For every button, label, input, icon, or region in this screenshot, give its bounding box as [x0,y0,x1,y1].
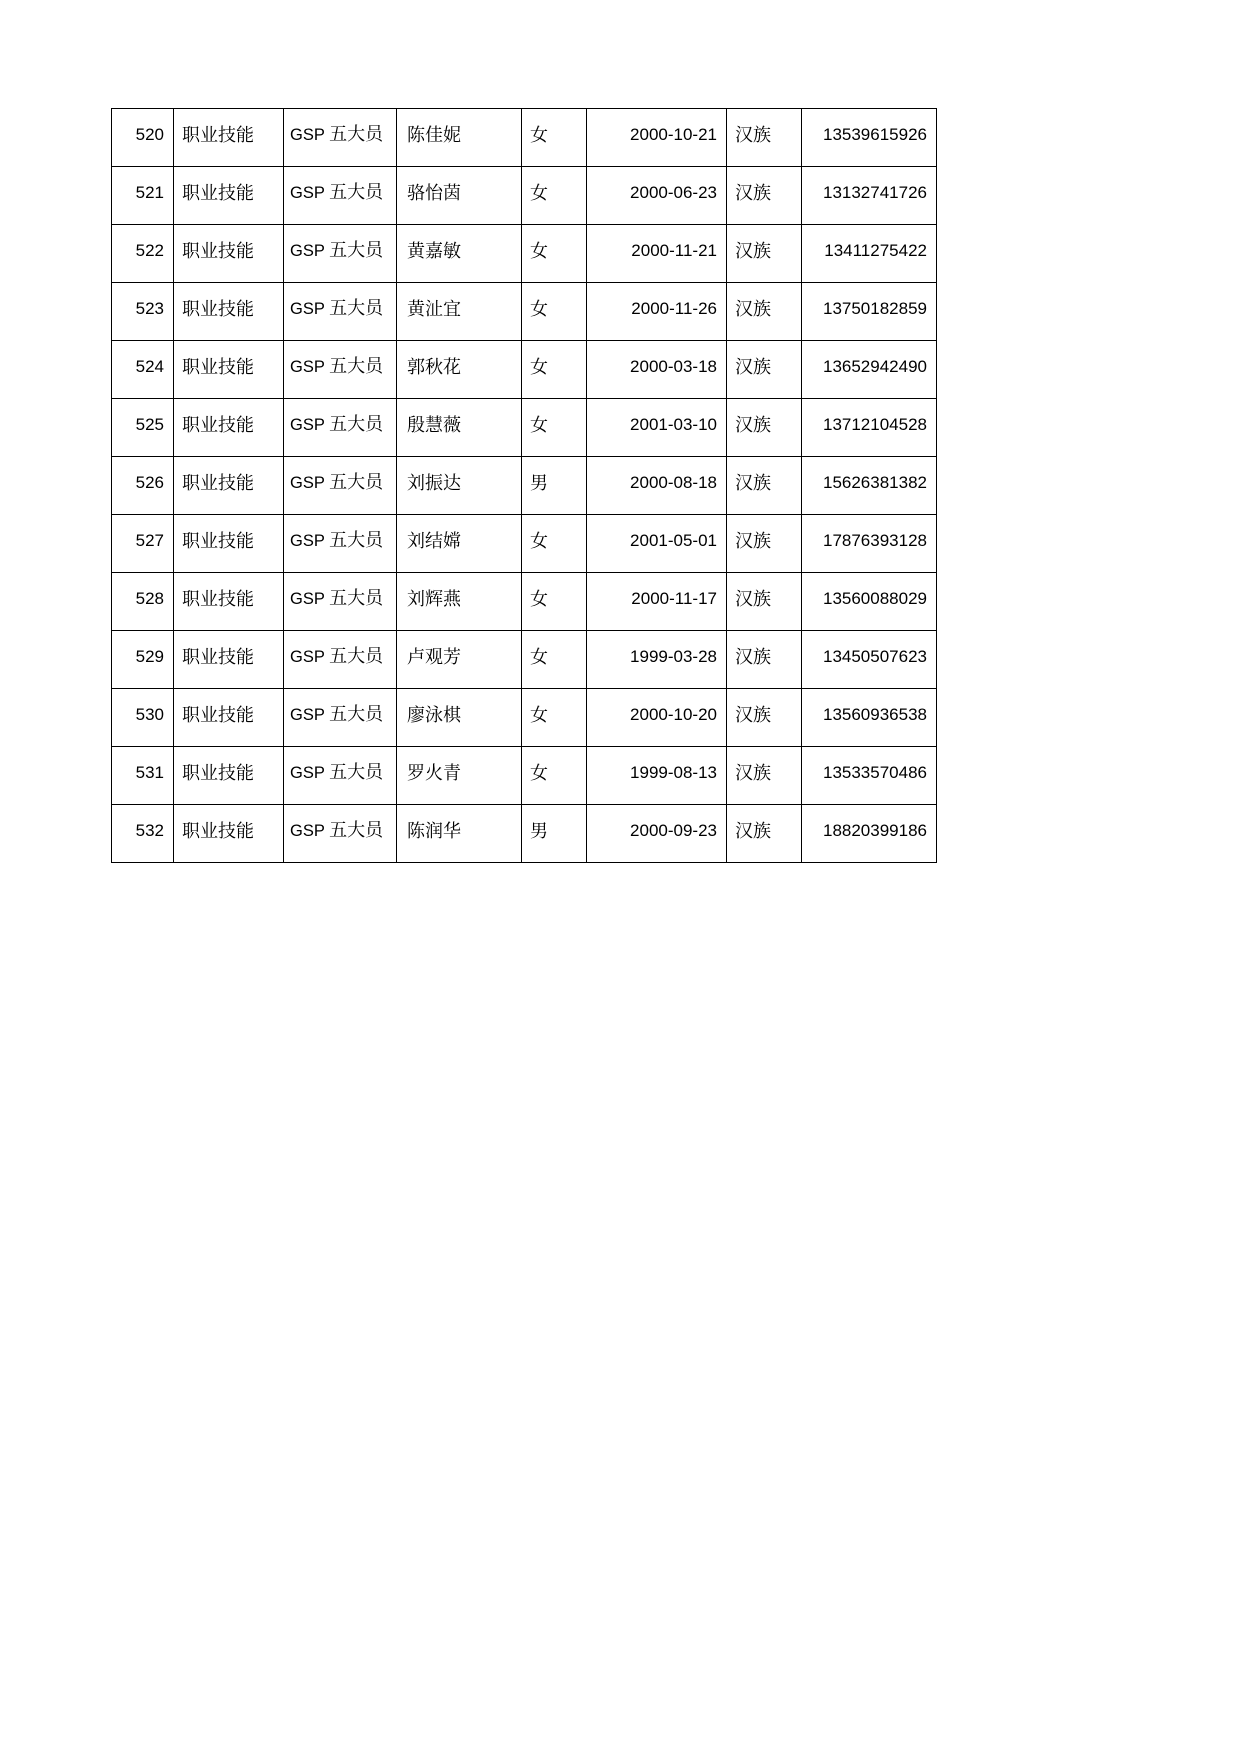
category-cell-text: 职业技能 [182,299,254,319]
row-number-cell-text: 526 [135,473,164,492]
sex-cell-text: 女 [530,183,548,203]
phone-cell [802,109,937,167]
category-cell [174,515,284,573]
table-row [112,109,937,167]
ethnicity-cell [727,399,802,457]
category-cell-text: 职业技能 [182,531,254,551]
program-code: GSP [290,416,325,434]
ethnicity-cell [727,515,802,573]
ethnicity-cell-text: 汉族 [735,125,771,145]
birthdate-cell-text: 2001-05-01 [630,531,717,550]
ethnicity-cell-text: 汉族 [735,647,771,667]
roster-table-container [111,108,936,863]
row-number-cell-text: 527 [135,531,164,550]
sex-cell [522,167,587,225]
category-cell [174,225,284,283]
phone-cell-text: 13539615926 [822,125,927,144]
row-number-cell [112,283,174,341]
name-cell-text: 刘结嫦 [407,531,461,551]
ethnicity-cell [727,341,802,399]
ethnicity-cell-text: 汉族 [735,705,771,725]
table-row [112,515,937,573]
program-text [284,700,396,746]
program-cell [284,341,397,399]
category-cell-text: 职业技能 [182,183,254,203]
row-number-cell [112,457,174,515]
program-code: GSP [290,590,325,608]
program-code: GSP [290,648,325,666]
sex-cell [522,341,587,399]
table-row [112,573,937,631]
program-name: 五大员 [329,646,384,666]
birthdate-cell [587,747,727,805]
sex-cell [522,457,587,515]
name-cell-text: 骆怡茵 [407,183,461,203]
birthdate-cell-text: 2001-03-10 [630,415,717,434]
row-number-cell-text: 524 [135,357,164,376]
table-row [112,399,937,457]
name-cell-text: 刘辉燕 [407,589,461,609]
sex-cell [522,399,587,457]
category-cell-text: 职业技能 [182,241,254,261]
sex-cell [522,689,587,747]
category-cell [174,399,284,457]
row-number-cell [112,341,174,399]
birthdate-cell [587,341,727,399]
program-text [284,468,396,514]
program-text [284,816,396,862]
phone-cell [802,805,937,863]
sex-cell-text: 女 [530,241,548,261]
birthdate-cell-text: 2000-10-21 [630,125,717,144]
ethnicity-cell [727,689,802,747]
phone-cell-text: 13652942490 [822,357,927,376]
category-cell [174,747,284,805]
phone-cell [802,747,937,805]
program-cell [284,457,397,515]
category-cell-text: 职业技能 [182,589,254,609]
program-name: 五大员 [329,588,384,608]
program-name: 五大员 [329,472,384,492]
program-name: 五大员 [329,124,384,144]
row-number-cell-text: 522 [135,241,164,260]
sex-cell [522,515,587,573]
row-number-cell-text: 529 [135,647,164,666]
program-name: 五大员 [329,820,384,840]
name-cell-text: 卢观芳 [407,647,461,667]
row-number-cell [112,805,174,863]
phone-cell-text: 13533570486 [822,763,927,782]
name-cell [397,747,522,805]
program-code: GSP [290,706,325,724]
name-cell [397,689,522,747]
table-row [112,747,937,805]
program-text [284,642,396,688]
program-code: GSP [290,184,325,202]
program-cell [284,225,397,283]
birthdate-cell-text: 2000-11-26 [631,299,717,318]
birthdate-cell-text: 2000-09-23 [630,821,717,840]
category-cell-text: 职业技能 [182,705,254,725]
name-cell [397,167,522,225]
ethnicity-cell [727,631,802,689]
name-cell-text: 刘振达 [407,473,461,493]
program-code: GSP [290,532,325,550]
category-cell [174,167,284,225]
phone-cell [802,573,937,631]
ethnicity-cell [727,805,802,863]
phone-cell-text: 13450507623 [822,647,927,666]
sex-cell-text: 女 [530,763,548,783]
phone-cell [802,631,937,689]
birthdate-cell [587,689,727,747]
row-number-cell-text: 531 [135,763,164,782]
name-cell-text: 黄嘉敏 [407,241,461,261]
program-cell [284,515,397,573]
ethnicity-cell [727,109,802,167]
ethnicity-cell-text: 汉族 [735,821,771,841]
sex-cell [522,283,587,341]
program-text [284,758,396,804]
category-cell [174,805,284,863]
category-cell-text: 职业技能 [182,821,254,841]
table-row [112,631,937,689]
category-cell-text: 职业技能 [182,763,254,783]
phone-cell [802,515,937,573]
row-number-cell-text: 520 [135,125,164,144]
category-cell [174,573,284,631]
birthdate-cell-text: 2000-11-17 [631,589,717,608]
phone-cell [802,225,937,283]
sex-cell-text: 男 [530,473,548,493]
category-cell [174,631,284,689]
phone-cell [802,283,937,341]
phone-cell-text: 13132741726 [822,183,927,202]
birthdate-cell [587,109,727,167]
name-cell [397,573,522,631]
program-text [284,294,396,340]
name-cell [397,283,522,341]
table-row [112,283,937,341]
table-row [112,225,937,283]
birthdate-cell [587,167,727,225]
sex-cell [522,631,587,689]
phone-cell [802,689,937,747]
name-cell [397,109,522,167]
category-cell [174,689,284,747]
program-code: GSP [290,300,325,318]
sex-cell-text: 女 [530,647,548,667]
table-row [112,689,937,747]
sex-cell [522,805,587,863]
program-name: 五大员 [329,762,384,782]
birthdate-cell [587,399,727,457]
program-code: GSP [290,822,325,840]
sex-cell-text: 女 [530,589,548,609]
row-number-cell-text: 532 [135,821,164,840]
program-text [284,352,396,398]
program-name: 五大员 [329,298,384,318]
category-cell-text: 职业技能 [182,647,254,667]
ethnicity-cell-text: 汉族 [735,241,771,261]
row-number-cell-text: 530 [135,705,164,724]
category-cell-text: 职业技能 [182,473,254,493]
program-cell [284,109,397,167]
program-name: 五大员 [329,704,384,724]
sex-cell [522,109,587,167]
ethnicity-cell-text: 汉族 [735,589,771,609]
sex-cell-text: 女 [530,415,548,435]
phone-cell-text: 13712104528 [822,415,927,434]
row-number-cell [112,167,174,225]
category-cell-text: 职业技能 [182,415,254,435]
ethnicity-cell-text: 汉族 [735,183,771,203]
program-name: 五大员 [329,356,384,376]
program-name: 五大员 [329,182,384,202]
row-number-cell [112,225,174,283]
name-cell-text: 陈佳妮 [407,125,461,145]
phone-cell-text: 13750182859 [822,299,927,318]
table-row [112,805,937,863]
name-cell-text: 郭秋花 [407,357,461,377]
name-cell-text: 廖泳棋 [407,705,461,725]
phone-cell-text: 13560936538 [822,705,927,724]
program-text [284,120,396,166]
category-cell [174,283,284,341]
ethnicity-cell [727,283,802,341]
roster-table [111,108,937,863]
phone-cell-text: 15626381382 [822,473,927,492]
row-number-cell-text: 525 [135,415,164,434]
row-number-cell-text: 528 [135,589,164,608]
ethnicity-cell-text: 汉族 [735,531,771,551]
row-number-cell [112,109,174,167]
category-cell-text: 职业技能 [182,125,254,145]
sex-cell [522,573,587,631]
birthdate-cell-text: 2000-03-18 [630,357,717,376]
row-number-cell [112,747,174,805]
sex-cell [522,225,587,283]
program-code: GSP [290,242,325,260]
name-cell-text: 殷慧薇 [407,415,461,435]
phone-cell-text: 13560088029 [822,589,927,608]
program-text [284,410,396,456]
row-number-cell [112,515,174,573]
birthdate-cell [587,805,727,863]
ethnicity-cell-text: 汉族 [735,299,771,319]
name-cell [397,805,522,863]
phone-cell [802,457,937,515]
name-cell [397,515,522,573]
program-cell [284,689,397,747]
table-row [112,167,937,225]
row-number-cell [112,689,174,747]
name-cell-text: 陈润华 [407,821,461,841]
category-cell [174,457,284,515]
row-number-cell [112,399,174,457]
program-cell [284,167,397,225]
program-text [284,584,396,630]
birthdate-cell-text: 2000-08-18 [630,473,717,492]
row-number-cell [112,631,174,689]
ethnicity-cell [727,225,802,283]
program-cell [284,283,397,341]
program-text [284,236,396,282]
ethnicity-cell [727,747,802,805]
name-cell [397,457,522,515]
category-cell [174,341,284,399]
name-cell-text: 黄沚宜 [407,299,461,319]
sex-cell-text: 女 [530,125,548,145]
birthdate-cell [587,225,727,283]
phone-cell-text: 17876393128 [822,531,927,550]
category-cell-text: 职业技能 [182,357,254,377]
birthdate-cell-text: 2000-06-23 [630,183,717,202]
sex-cell-text: 男 [530,821,548,841]
ethnicity-cell-text: 汉族 [735,763,771,783]
phone-cell-text: 13411275422 [824,241,927,260]
birthdate-cell-text: 2000-10-20 [630,705,717,724]
program-cell [284,573,397,631]
phone-cell [802,167,937,225]
ethnicity-cell-text: 汉族 [735,415,771,435]
phone-cell-text: 18820399186 [822,821,927,840]
birthdate-cell [587,631,727,689]
program-cell [284,747,397,805]
birthdate-cell [587,283,727,341]
sex-cell-text: 女 [530,705,548,725]
birthdate-cell-text: 1999-08-13 [630,763,717,782]
program-text [284,526,396,572]
name-cell [397,341,522,399]
sex-cell-text: 女 [530,531,548,551]
program-cell [284,399,397,457]
row-number-cell-text: 523 [135,299,164,318]
row-number-cell [112,573,174,631]
ethnicity-cell [727,167,802,225]
program-name: 五大员 [329,530,384,550]
program-cell [284,631,397,689]
program-cell [284,805,397,863]
phone-cell [802,341,937,399]
row-number-cell-text: 521 [135,183,164,202]
sex-cell-text: 女 [530,299,548,319]
birthdate-cell-text: 1999-03-28 [630,647,717,666]
ethnicity-cell [727,573,802,631]
name-cell-text: 罗火青 [407,763,461,783]
program-code: GSP [290,358,325,376]
ethnicity-cell [727,457,802,515]
ethnicity-cell-text: 汉族 [735,473,771,493]
birthdate-cell [587,457,727,515]
birthdate-cell-text: 2000-11-21 [631,241,717,260]
name-cell [397,399,522,457]
program-name: 五大员 [329,414,384,434]
name-cell [397,225,522,283]
birthdate-cell [587,573,727,631]
program-code: GSP [290,474,325,492]
sex-cell-text: 女 [530,357,548,377]
table-row [112,457,937,515]
program-code: GSP [290,764,325,782]
name-cell [397,631,522,689]
birthdate-cell [587,515,727,573]
program-text [284,178,396,224]
sex-cell [522,747,587,805]
program-name: 五大员 [329,240,384,260]
ethnicity-cell-text: 汉族 [735,357,771,377]
phone-cell [802,399,937,457]
program-code: GSP [290,126,325,144]
table-row [112,341,937,399]
category-cell [174,109,284,167]
